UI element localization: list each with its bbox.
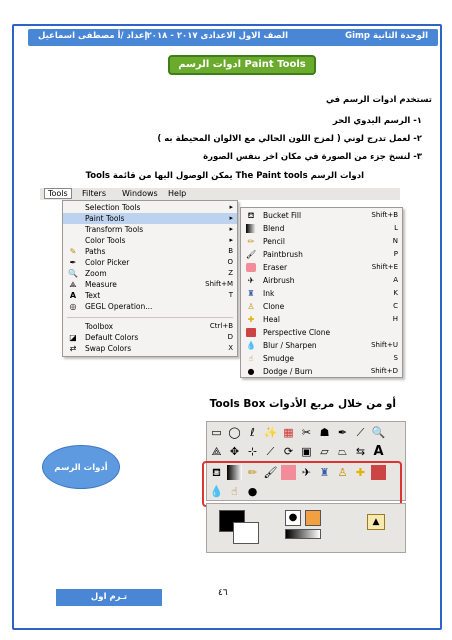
paths-icon: ✎ (69, 247, 77, 256)
header-unit: الوحدة الثانية Gimp (345, 31, 428, 41)
pencil-icon: ✏ (247, 237, 255, 246)
menu-separator (67, 317, 233, 318)
smudge-icon: ☝ (248, 354, 254, 363)
eraser-icon (246, 263, 256, 272)
use-item-1: ١- الرسم اليدوي الحر (332, 116, 422, 126)
paint-tools-submenu (240, 207, 403, 378)
menu-item-measure[interactable]: ⟁ Measure Shift+M (69, 280, 233, 289)
menu-item-paintbrush[interactable]: 🖌 Paintbrush P (246, 250, 398, 259)
paint-tools-callout: أدوات الرسم (42, 445, 120, 489)
menu-item-bucket-fill[interactable]: ⛾ Bucket Fill Shift+B (247, 211, 398, 220)
paths-tool-icon[interactable]: ✒ (337, 426, 348, 439)
menu-item-paths[interactable]: ✎ Paths B (69, 247, 233, 256)
shear-tool-icon[interactable]: ▱ (320, 445, 329, 458)
background-color-swatch[interactable] (233, 522, 259, 544)
text-tool-icon[interactable]: A (373, 444, 384, 459)
access-text: ادوات الرسم The Paint tools يمكن الوصول اليها من قائمة Tools (85, 171, 364, 181)
menu-item-ink[interactable]: ♜ Ink K (247, 289, 398, 298)
swap-colors-icon: ⇄ (69, 344, 77, 353)
color-select-icon[interactable]: ▦ (283, 426, 294, 439)
clone-tool-icon[interactable]: ♙ (337, 466, 348, 479)
menu-item-text[interactable]: A Text T (69, 291, 233, 300)
airbrush-tool-icon[interactable]: ✈ (301, 466, 312, 479)
menu-help[interactable]: Help (168, 189, 187, 198)
menu-tools[interactable]: Tools (44, 188, 72, 199)
image-preview-icon[interactable]: ▲ (367, 514, 385, 530)
pencil-tool-icon[interactable]: ✏ (247, 466, 258, 479)
menu-item-color-picker[interactable]: ✒ Color Picker O (69, 258, 233, 267)
dodge-icon: ● (247, 367, 255, 376)
menu-item-gegl[interactable]: ◎ GEGL Operation... (69, 302, 153, 311)
gegl-icon: ◎ (69, 302, 77, 311)
default-colors-icon: ◪ (69, 333, 77, 342)
footer-term: تـرم اول (56, 589, 162, 606)
heal-tool-icon[interactable]: ✚ (355, 466, 366, 479)
brush-preview-icon[interactable]: ● (285, 510, 301, 526)
bucket-fill-tool-icon[interactable]: ⛾ (212, 466, 221, 479)
intro-text: تستخدم ادوات الرسم في (325, 95, 432, 105)
menu-item-default-colors[interactable]: ◪ Default Colors D (69, 333, 233, 342)
page-header (28, 29, 438, 46)
menu-item-blend[interactable]: Blend L (241, 223, 402, 234)
free-select-icon[interactable]: ℓ (250, 426, 255, 439)
menu-item-zoom[interactable]: 🔍 Zoom Z (68, 269, 233, 278)
align-tool-icon[interactable]: ⊹ (247, 445, 258, 458)
blend-icon (246, 224, 256, 233)
flip-tool-icon[interactable]: ⇆ (355, 445, 366, 458)
gimp-menubar (40, 188, 400, 200)
section-title: ادوات الرسم Paint Tools (168, 55, 316, 75)
ink-tool-icon[interactable]: ♜ (319, 466, 330, 479)
toolbox-colors-area (206, 503, 406, 553)
gradient-preview-icon[interactable] (285, 529, 321, 539)
rect-select-icon[interactable]: ▭ (211, 426, 222, 439)
smudge-tool-icon[interactable]: ☝ (231, 485, 238, 498)
menu-item-clone[interactable]: ♙ Clone C (247, 302, 398, 311)
blur-icon: 💧 (246, 341, 256, 350)
perspective-clone-icon (246, 328, 256, 337)
zoom-tool-icon[interactable]: 🔍 (371, 426, 386, 439)
menu-item-airbrush[interactable]: ✈ Airbrush A (247, 276, 398, 285)
move-tool-icon[interactable]: ✥ (229, 445, 240, 458)
pattern-preview-icon[interactable] (305, 510, 321, 526)
menu-windows[interactable]: Windows (122, 189, 158, 198)
use-item-2: ٢- لعمل تدرج لوني ( لمزج اللون الحالي مع الالوان المحيطة به ) (157, 134, 422, 144)
text-icon: A (69, 291, 77, 300)
crop-tool-icon[interactable]: ⟋ (266, 445, 275, 458)
paintbrush-tool-icon[interactable]: 🖌 (263, 466, 278, 479)
menu-item-pencil[interactable]: ✏ Pencil N (247, 237, 398, 246)
airbrush-icon: ✈ (247, 276, 255, 285)
bucket-fill-icon: ⛾ (247, 211, 255, 220)
paintbrush-icon: 🖌 (246, 250, 257, 259)
rotate-tool-icon[interactable]: ⟳ (283, 445, 294, 458)
color-picker-tool-icon[interactable]: ⟋ (356, 426, 365, 439)
clone-icon: ♙ (247, 302, 255, 311)
menu-item-transform-tools[interactable]: Transform Tools ▸ (85, 225, 233, 234)
ellipse-select-icon[interactable]: ◯ (228, 426, 241, 439)
menu-item-selection-tools[interactable]: Selection Tools ▸ (85, 203, 233, 212)
menu-item-eraser[interactable]: Eraser Shift+E (241, 262, 402, 273)
zoom-icon: 🔍 (68, 269, 78, 278)
menu-item-heal[interactable]: ✚ Heal H (247, 315, 398, 324)
use-item-3: ٣- لنسخ جزء من الصورة في مكان اخر بنفس الصورة (203, 152, 422, 162)
color-picker-icon: ✒ (69, 258, 77, 267)
menu-filters[interactable]: Filters (82, 189, 106, 198)
menu-item-smudge[interactable]: ☝ Smudge S (241, 353, 402, 364)
blur-tool-icon[interactable]: 💧 (209, 485, 224, 498)
dodge-tool-icon[interactable]: ● (247, 485, 258, 498)
ink-icon: ♜ (247, 289, 255, 298)
perspective-tool-icon[interactable]: ⏢ (338, 445, 347, 458)
foreground-select-icon[interactable]: ☗ (319, 426, 330, 439)
page-number: ٤٦ (218, 588, 228, 598)
scissors-icon[interactable]: ✂ (301, 426, 312, 439)
menu-item-swap-colors[interactable]: ⇄ Swap Colors X (69, 344, 233, 353)
menu-item-blur-sharpen[interactable]: 💧 Blur / Sharpen Shift+U (246, 341, 398, 350)
fuzzy-select-icon[interactable]: ✨ (263, 426, 278, 439)
paint-tools-highlight (202, 461, 402, 507)
measure-icon: ⟁ (69, 280, 77, 289)
heal-icon: ✚ (247, 315, 255, 324)
header-grade: الصف الاول الاعدادى ٢٠١٧ - ٢٠١٨ (146, 31, 288, 41)
header-author: إعداد /أ مصطفى اسماعيل (38, 31, 148, 41)
menu-item-color-tools[interactable]: Color Tools ▸ (85, 236, 233, 245)
menu-item-toolbox[interactable]: Toolbox Ctrl+B (85, 322, 233, 331)
menu-item-paint-tools[interactable]: Paint Tools ▸ (63, 213, 237, 224)
menu-item-dodge-burn[interactable]: ● Dodge / Burn Shift+D (247, 367, 398, 376)
toolbox-heading: أو من خلال مربع الأدوات Tools Box (209, 398, 396, 410)
menu-item-perspective-clone[interactable]: Perspective Clone (241, 327, 402, 338)
measure-tool-icon[interactable]: ⟁ (211, 445, 222, 458)
scale-tool-icon[interactable]: ▣ (301, 445, 312, 458)
tools-menu (62, 200, 238, 357)
